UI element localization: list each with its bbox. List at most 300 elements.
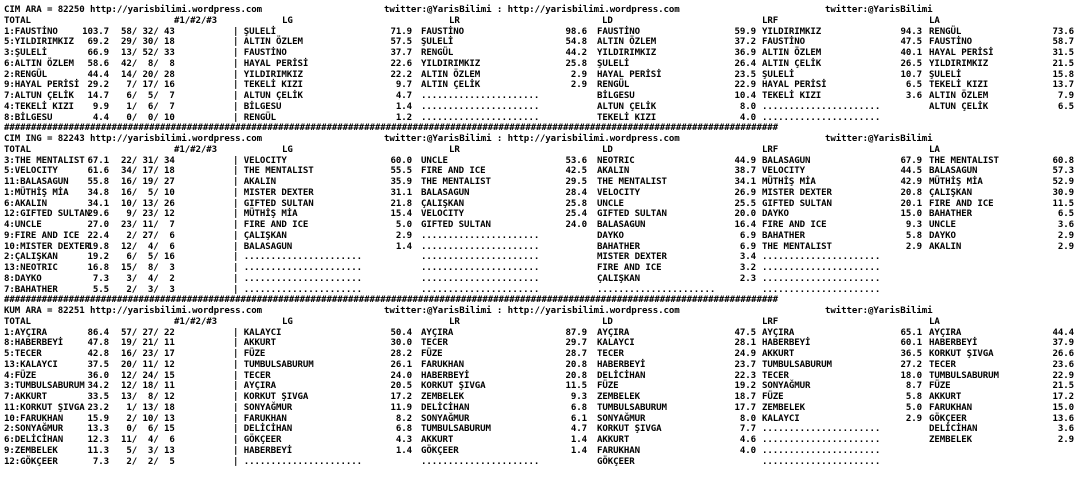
section-header bbox=[4, 306, 1074, 317]
ld-score: 37.2 bbox=[734, 37, 756, 48]
lr-name: ŞULELİ bbox=[421, 37, 454, 48]
ld-name: UNCLE bbox=[597, 198, 624, 209]
horse-name: 7:BAHATHER bbox=[4, 284, 58, 295]
total-score: 14.7 bbox=[87, 91, 109, 101]
lr-score: 11.5 bbox=[565, 381, 587, 392]
place-counts: 42/ 8/ 8 bbox=[121, 58, 175, 69]
total-score: 16.8 bbox=[87, 263, 109, 273]
lg-name: | HAYAL PERİSİ bbox=[233, 58, 309, 69]
place-counts: 9/ 23/ 12 bbox=[121, 209, 175, 220]
total-score: 33.5 bbox=[87, 392, 109, 402]
lr-name: ...................... bbox=[421, 91, 540, 101]
table-row bbox=[4, 435, 1074, 446]
place-counts: 20/ 11/ 12 bbox=[121, 359, 175, 370]
table-row bbox=[4, 328, 1074, 339]
section-divider bbox=[4, 123, 1074, 134]
la-score: 13.6 bbox=[1052, 413, 1074, 424]
total-score: 69.2 bbox=[87, 37, 109, 48]
table-row bbox=[4, 252, 1074, 263]
ld-score: 28.1 bbox=[734, 338, 756, 349]
table-row bbox=[4, 156, 1074, 167]
ld-name: TECER bbox=[597, 349, 624, 359]
lrf-name: TECER bbox=[762, 370, 789, 381]
col-lr: LR bbox=[449, 15, 460, 26]
la-score: 2.9 bbox=[1057, 435, 1074, 445]
ld-name: YILDIRIMKIZ bbox=[597, 48, 657, 58]
horse-name: 3:TUMBULSABURUM bbox=[4, 381, 85, 392]
la-name: KORKUT ŞIVGA bbox=[929, 349, 994, 359]
race-title: CIM ARA = 82250 http://yarisbilimi.wordpress.com bbox=[4, 5, 262, 15]
la-score: 31.5 bbox=[1052, 48, 1074, 58]
ld-score: 22.3 bbox=[734, 370, 756, 381]
la-score: 13.7 bbox=[1052, 80, 1074, 91]
table-row bbox=[4, 274, 1074, 285]
lr-name: ...................... bbox=[421, 112, 540, 123]
lr-score: 53.6 bbox=[565, 155, 587, 166]
lg-name: | ALTUN ÇELİK bbox=[233, 91, 303, 101]
lg-score: 2.9 bbox=[395, 230, 412, 241]
la-score: 23.6 bbox=[1052, 359, 1074, 370]
la-score: 15.8 bbox=[1052, 69, 1074, 80]
table-row bbox=[4, 48, 1074, 59]
place-counts: 22/ 31/ 34 bbox=[121, 155, 175, 166]
la-score: 3.6 bbox=[1057, 424, 1074, 435]
lr-name: ...................... bbox=[421, 241, 540, 252]
la-name: UNCLE bbox=[929, 220, 956, 230]
lr-score: 4.7 bbox=[570, 424, 587, 435]
ld-name: ALTUN ÇELİK bbox=[597, 101, 657, 112]
lr-name: UNCLE bbox=[421, 155, 448, 166]
horse-name: 9:FIRE AND ICE bbox=[4, 230, 80, 241]
lg-name: | BALASAGUN bbox=[233, 241, 293, 252]
lg-score: 8.2 bbox=[395, 413, 412, 424]
lg-score: 60.0 bbox=[390, 155, 412, 166]
horse-name: 5:TECER bbox=[4, 349, 42, 359]
lg-score: 50.4 bbox=[390, 327, 412, 338]
table-row bbox=[4, 220, 1074, 231]
lrf-score: 10.7 bbox=[900, 69, 922, 80]
lr-name: TECER bbox=[421, 338, 448, 349]
lrf-name: ALTIN ÇELİK bbox=[762, 58, 822, 69]
table-row bbox=[4, 27, 1074, 38]
ld-name: KALAYCI bbox=[597, 338, 635, 349]
lr-score: 42.5 bbox=[565, 166, 587, 177]
table-row bbox=[4, 177, 1074, 188]
lr-name: BALASAGUN bbox=[421, 187, 470, 198]
lrf-name: TEKELİ KIZI bbox=[762, 91, 822, 101]
lr-name: ...................... bbox=[421, 252, 540, 263]
lg-score: 35.9 bbox=[390, 177, 412, 187]
horse-name: 2:ÇALIŞKAN bbox=[4, 252, 58, 263]
total-score: 9.9 bbox=[92, 101, 109, 112]
lr-score: 2.9 bbox=[570, 69, 587, 80]
table-row bbox=[4, 381, 1074, 392]
la-name: BAHATHER bbox=[929, 209, 972, 220]
table-row bbox=[4, 199, 1074, 210]
la-score: 6.5 bbox=[1057, 101, 1074, 112]
lrf-name: ...................... bbox=[762, 252, 881, 263]
lg-name: | THE MENTALIST bbox=[233, 166, 314, 177]
lg-score: 4.3 bbox=[395, 435, 412, 445]
lrf-score: 5.8 bbox=[905, 230, 922, 241]
ld-name: THE MENTALIST bbox=[597, 177, 667, 187]
lg-name: | SONYAĞMUR bbox=[233, 402, 293, 413]
horse-name: 10:FARUKHAN bbox=[4, 413, 64, 424]
table-row bbox=[4, 349, 1074, 360]
col-lr: LR bbox=[449, 316, 460, 327]
lrf-name: ...................... bbox=[762, 435, 881, 445]
place-counts: 1/ 6/ 7 bbox=[121, 101, 175, 112]
lr-name: ...................... bbox=[421, 230, 540, 241]
la-score: 37.9 bbox=[1052, 338, 1074, 349]
lrf-name: GIFTED SULTAN bbox=[762, 198, 832, 209]
race-title: KUM ARA = 82251 http://yarisbilimi.wordpress.com bbox=[4, 306, 262, 316]
lrf-score: 26.5 bbox=[900, 58, 922, 69]
lrf-score: 9.3 bbox=[905, 220, 922, 230]
place-counts: 11/ 4/ 6 bbox=[121, 435, 175, 445]
lr-score: 54.8 bbox=[565, 37, 587, 48]
ld-name: DELİCİHAN bbox=[597, 370, 646, 381]
la-score: 73.6 bbox=[1052, 26, 1074, 37]
total-score: 5.5 bbox=[92, 284, 109, 295]
lg-name: | RENGÜL bbox=[233, 112, 276, 123]
table-row bbox=[4, 371, 1074, 382]
col-counts: #1/#2/#3 bbox=[174, 144, 217, 155]
la-name: ÇALIŞKAN bbox=[929, 187, 972, 198]
lg-name: | FARUKHAN bbox=[233, 413, 287, 424]
la-score: 58.7 bbox=[1052, 37, 1074, 48]
total-score: 67.1 bbox=[87, 155, 109, 166]
total-score: 55.8 bbox=[87, 177, 109, 187]
ld-score: 6.9 bbox=[739, 230, 756, 241]
twitter-handle[interactable]: twitter:@YarisBilimi bbox=[825, 134, 933, 144]
lr-name: ...................... bbox=[421, 263, 540, 273]
lrf-name: THE MENTALIST bbox=[762, 241, 832, 252]
lrf-name: YILDIRIMKIZ bbox=[762, 26, 822, 37]
lr-score: 29.5 bbox=[565, 177, 587, 187]
lg-score: 1.2 bbox=[395, 112, 412, 123]
total-score: 47.8 bbox=[87, 338, 109, 349]
lrf-name: SONYAĞMUR bbox=[762, 381, 811, 392]
place-counts: 0/ 0/ 10 bbox=[121, 112, 175, 123]
lg-name: | ÇALIŞKAN bbox=[233, 230, 287, 241]
total-score: 27.0 bbox=[87, 220, 109, 230]
la-name: TEKELİ KIZI bbox=[929, 80, 989, 91]
la-name: FAUSTİNO bbox=[929, 37, 972, 48]
ld-score: 2.3 bbox=[739, 273, 756, 284]
place-counts: 1/ 13/ 18 bbox=[121, 402, 175, 413]
ld-score: 8.0 bbox=[739, 101, 756, 112]
ld-name: AYÇIRA bbox=[597, 327, 630, 338]
place-counts: 16/ 19/ 27 bbox=[121, 177, 175, 187]
lrf-score: 60.1 bbox=[900, 338, 922, 349]
ld-score: 3.4 bbox=[739, 252, 756, 263]
lg-score: 71.9 bbox=[390, 26, 412, 37]
col-counts: #1/#2/#3 bbox=[174, 316, 217, 327]
lg-name: | FIRE AND ICE bbox=[233, 220, 309, 230]
ld-score: 22.9 bbox=[734, 80, 756, 91]
lg-score: 22.2 bbox=[390, 69, 412, 80]
lrf-score: 15.0 bbox=[900, 209, 922, 220]
la-name: ZEMBELEK bbox=[929, 435, 972, 445]
twitter-link[interactable]: twitter:@YarisBilimi : http://yarisbilimi.wordpress.com bbox=[384, 5, 680, 15]
lr-name: AKKURT bbox=[421, 435, 454, 445]
lr-score: 6.8 bbox=[570, 402, 587, 413]
lr-score: 24.0 bbox=[565, 220, 587, 230]
ld-score: 59.9 bbox=[734, 26, 756, 37]
horse-name: 6:ALTIN ÖZLEM bbox=[4, 58, 74, 69]
lrf-name: ŞULELİ bbox=[762, 69, 795, 80]
ld-score: 10.4 bbox=[734, 91, 756, 101]
ld-score: 18.7 bbox=[734, 392, 756, 402]
lg-name: | YILDIRIMKIZ bbox=[233, 69, 303, 80]
horse-name: 2:SONYAĞMUR bbox=[4, 424, 64, 435]
total-score: 44.4 bbox=[87, 69, 109, 80]
la-name: FARUKHAN bbox=[929, 402, 972, 413]
lg-name: | GIFTED SULTAN bbox=[233, 198, 314, 209]
ld-name: AKKURT bbox=[597, 435, 630, 445]
lrf-name: HABERBEYİ bbox=[762, 338, 811, 349]
ld-name: BİLGESU bbox=[597, 91, 635, 101]
ld-name: ÇALIŞKAN bbox=[597, 273, 640, 284]
lr-score: 25.4 bbox=[565, 209, 587, 220]
col-lrf: LRF bbox=[762, 316, 779, 327]
la-name: RENGÜL bbox=[929, 26, 962, 37]
col-total: TOTAL bbox=[4, 144, 31, 155]
la-score: 17.2 bbox=[1052, 392, 1074, 402]
ld-score: 47.5 bbox=[734, 327, 756, 338]
ld-name: AKALIN bbox=[597, 166, 630, 177]
horse-name: 12:GIFTED SULTAN bbox=[4, 209, 90, 220]
col-total: TOTAL bbox=[4, 15, 31, 26]
la-score: 11.5 bbox=[1052, 198, 1074, 209]
ld-name: GÖKÇEER bbox=[597, 456, 635, 467]
ld-score: 24.9 bbox=[734, 349, 756, 359]
ld-name: DAYKO bbox=[597, 230, 624, 241]
place-counts: 6/ 5/ 16 bbox=[121, 252, 175, 263]
ld-score: 34.1 bbox=[734, 177, 756, 187]
ld-name: TEKELİ KIZI bbox=[597, 112, 657, 123]
horse-name: 4:UNCLE bbox=[4, 220, 42, 230]
table-row bbox=[4, 188, 1074, 199]
ld-score: 25.5 bbox=[734, 198, 756, 209]
total-score: 34.2 bbox=[87, 381, 109, 392]
lrf-name: KALAYCI bbox=[762, 413, 800, 424]
table-row bbox=[4, 37, 1074, 48]
ld-name: FIRE AND ICE bbox=[597, 263, 662, 273]
horse-name: 1:MÜTHİŞ MİA bbox=[4, 187, 69, 198]
total-score: 37.5 bbox=[87, 359, 109, 370]
la-name: TUMBULSABURUM bbox=[929, 370, 999, 381]
total-score: 23.2 bbox=[87, 402, 109, 413]
la-name: DELİCİHAN bbox=[929, 424, 978, 435]
lrf-name: VELOCITY bbox=[762, 166, 805, 177]
horse-name: 10:MISTER DEXTER bbox=[4, 241, 90, 252]
la-score: 44.4 bbox=[1052, 327, 1074, 338]
lg-score: 37.7 bbox=[390, 48, 412, 58]
ld-score: 23.7 bbox=[734, 359, 756, 370]
table-row bbox=[4, 231, 1074, 242]
lr-name: SONYAĞMUR bbox=[421, 413, 470, 424]
col-lg: LG bbox=[282, 15, 293, 26]
ld-score: 3.2 bbox=[739, 263, 756, 273]
lrf-score: 67.9 bbox=[900, 155, 922, 166]
place-counts: 7/ 17/ 16 bbox=[121, 80, 175, 91]
twitter-handle[interactable]: twitter:@YarisBilimi bbox=[825, 306, 933, 316]
lg-score: 1.4 bbox=[395, 101, 412, 112]
lg-score: 5.0 bbox=[395, 220, 412, 230]
lrf-score: 40.1 bbox=[900, 48, 922, 58]
place-counts: 58/ 32/ 43 bbox=[121, 26, 175, 37]
lrf-name: AKKURT bbox=[762, 349, 795, 359]
lrf-score: 42.9 bbox=[900, 177, 922, 187]
la-name: ALTIN ÖZLEM bbox=[929, 91, 989, 101]
la-name: HAYAL PERİSİ bbox=[929, 48, 994, 58]
total-score: 4.4 bbox=[92, 112, 109, 123]
lg-name: | AKALIN bbox=[233, 177, 276, 187]
lr-name: KORKUT ŞIVGA bbox=[421, 381, 486, 392]
table-row bbox=[4, 91, 1074, 102]
place-counts: 10/ 13/ 26 bbox=[121, 198, 175, 209]
table-row bbox=[4, 80, 1074, 91]
horse-name: 4:TEKELİ KIZI bbox=[4, 101, 74, 112]
ld-score: 7.7 bbox=[739, 424, 756, 435]
table-row bbox=[4, 360, 1074, 371]
table-row bbox=[4, 414, 1074, 425]
lr-score: 6.1 bbox=[570, 413, 587, 424]
la-name: YILDIRIMKIZ bbox=[929, 58, 989, 69]
lrf-score: 94.3 bbox=[900, 26, 922, 37]
lr-score: 20.8 bbox=[565, 359, 587, 370]
lr-score: 25.8 bbox=[565, 58, 587, 69]
lg-name: | ...................... bbox=[233, 252, 362, 263]
lr-score: 1.4 bbox=[570, 445, 587, 456]
total-score: 13.3 bbox=[87, 424, 109, 435]
table-row bbox=[4, 263, 1074, 274]
lrf-name: ...................... bbox=[762, 424, 881, 435]
horse-name: 12:GÖKÇEER bbox=[4, 456, 58, 467]
lrf-name: ...................... bbox=[762, 273, 881, 284]
lg-score: 15.4 bbox=[390, 209, 412, 220]
lr-name: AYÇIRA bbox=[421, 327, 454, 338]
la-score: 2.9 bbox=[1057, 241, 1074, 252]
table-row bbox=[4, 446, 1074, 457]
total-score: 66.9 bbox=[87, 48, 109, 58]
lr-name: ...................... bbox=[421, 101, 540, 112]
lrf-name: TUMBULSABURUM bbox=[762, 359, 832, 370]
lrf-name: HAYAL PERİSİ bbox=[762, 80, 827, 91]
horse-name: 3:ŞULELİ bbox=[4, 48, 47, 58]
lrf-score: 20.8 bbox=[900, 187, 922, 198]
la-score: 2.9 bbox=[1057, 230, 1074, 241]
ld-name: GIFTED SULTAN bbox=[597, 209, 667, 220]
lr-name: VELOCITY bbox=[421, 209, 464, 220]
ld-score: 4.0 bbox=[739, 112, 756, 123]
section-header bbox=[4, 5, 1074, 16]
lg-name: | KORKUT ŞIVGA bbox=[233, 392, 309, 402]
col-la: LA bbox=[929, 316, 940, 327]
lg-name: | VELOCITY bbox=[233, 155, 287, 166]
lg-score: 31.1 bbox=[390, 187, 412, 198]
la-score: 52.9 bbox=[1052, 177, 1074, 187]
total-score: 19.2 bbox=[87, 252, 109, 263]
lg-name: | ...................... bbox=[233, 263, 362, 273]
lg-score: 1.4 bbox=[395, 241, 412, 252]
col-la: LA bbox=[929, 15, 940, 26]
total-score: 103.7 bbox=[82, 26, 109, 37]
lg-score: 30.0 bbox=[390, 338, 412, 349]
lg-name: | MÜTHİŞ MİA bbox=[233, 209, 298, 220]
la-name: FIRE AND ICE bbox=[929, 198, 994, 209]
lrf-name: ...................... bbox=[762, 112, 881, 123]
twitter-link[interactable]: twitter:@YarisBilimi : http://yarisbilimi.wordpress.com bbox=[384, 306, 680, 316]
place-counts: 2/ 10/ 13 bbox=[121, 413, 175, 424]
ld-score: 23.5 bbox=[734, 69, 756, 80]
ld-name: BAHATHER bbox=[597, 241, 640, 252]
la-score: 30.9 bbox=[1052, 187, 1074, 198]
total-score: 42.8 bbox=[87, 349, 109, 359]
place-counts: 0/ 6/ 15 bbox=[121, 424, 175, 435]
la-name: ŞULELİ bbox=[929, 69, 962, 80]
lrf-score: 20.1 bbox=[900, 198, 922, 209]
lg-name: | GÖKÇEER bbox=[233, 435, 282, 445]
lrf-name: BAHATHER bbox=[762, 230, 805, 241]
horse-name: 7:AKKURT bbox=[4, 392, 47, 402]
twitter-handle[interactable]: twitter:@YarisBilimi bbox=[825, 5, 933, 15]
place-counts: 16/ 5/ 10 bbox=[121, 187, 175, 198]
ld-score: 4.6 bbox=[739, 435, 756, 445]
la-score: 60.8 bbox=[1052, 155, 1074, 166]
ld-name: NEOTRIC bbox=[597, 155, 635, 166]
table-row bbox=[4, 285, 1074, 296]
lrf-score: 18.0 bbox=[900, 370, 922, 381]
lg-score: 24.0 bbox=[390, 370, 412, 381]
col-counts: #1/#2/#3 bbox=[174, 15, 217, 26]
ld-score: 6.9 bbox=[739, 241, 756, 252]
ld-score: 36.9 bbox=[734, 48, 756, 58]
ld-name: VELOCITY bbox=[597, 187, 640, 198]
ld-name: ZEMBELEK bbox=[597, 392, 640, 402]
lrf-score: 2.9 bbox=[905, 241, 922, 252]
lr-name: ...................... bbox=[421, 273, 540, 284]
lg-score: 55.5 bbox=[390, 166, 412, 177]
total-score: 34.1 bbox=[87, 198, 109, 209]
place-counts: 2/ 3/ 3 bbox=[121, 284, 175, 295]
place-counts: 12/ 4/ 6 bbox=[121, 241, 175, 252]
place-counts: 12/ 18/ 11 bbox=[121, 381, 175, 392]
total-score: 15.9 bbox=[87, 413, 109, 424]
ld-name: RENGÜL bbox=[597, 80, 630, 91]
total-score: 29.2 bbox=[87, 80, 109, 91]
ld-score: 44.9 bbox=[734, 155, 756, 166]
ld-name: ...................... bbox=[597, 284, 716, 295]
horse-name: 13:NEOTRIC bbox=[4, 263, 58, 273]
la-score: 57.3 bbox=[1052, 166, 1074, 177]
la-score: 3.6 bbox=[1057, 220, 1074, 230]
la-name: THE MENTALIST bbox=[929, 155, 999, 166]
place-counts: 34/ 17/ 18 bbox=[121, 166, 175, 177]
table-row bbox=[4, 392, 1074, 403]
la-name: TECER bbox=[929, 359, 956, 370]
twitter-link[interactable]: twitter:@YarisBilimi : http://yarisbilimi.wordpress.com bbox=[384, 134, 680, 144]
total-score: 29.6 bbox=[87, 209, 109, 220]
place-counts: 2/ 2/ 5 bbox=[121, 456, 175, 467]
lg-name: | BİLGESU bbox=[233, 101, 282, 112]
ld-score: 26.4 bbox=[734, 58, 756, 69]
horse-name: 9:HAYAL PERİSİ bbox=[4, 80, 80, 91]
horse-name: 6:DELİCİHAN bbox=[4, 435, 64, 445]
la-name: AKALIN bbox=[929, 241, 962, 252]
